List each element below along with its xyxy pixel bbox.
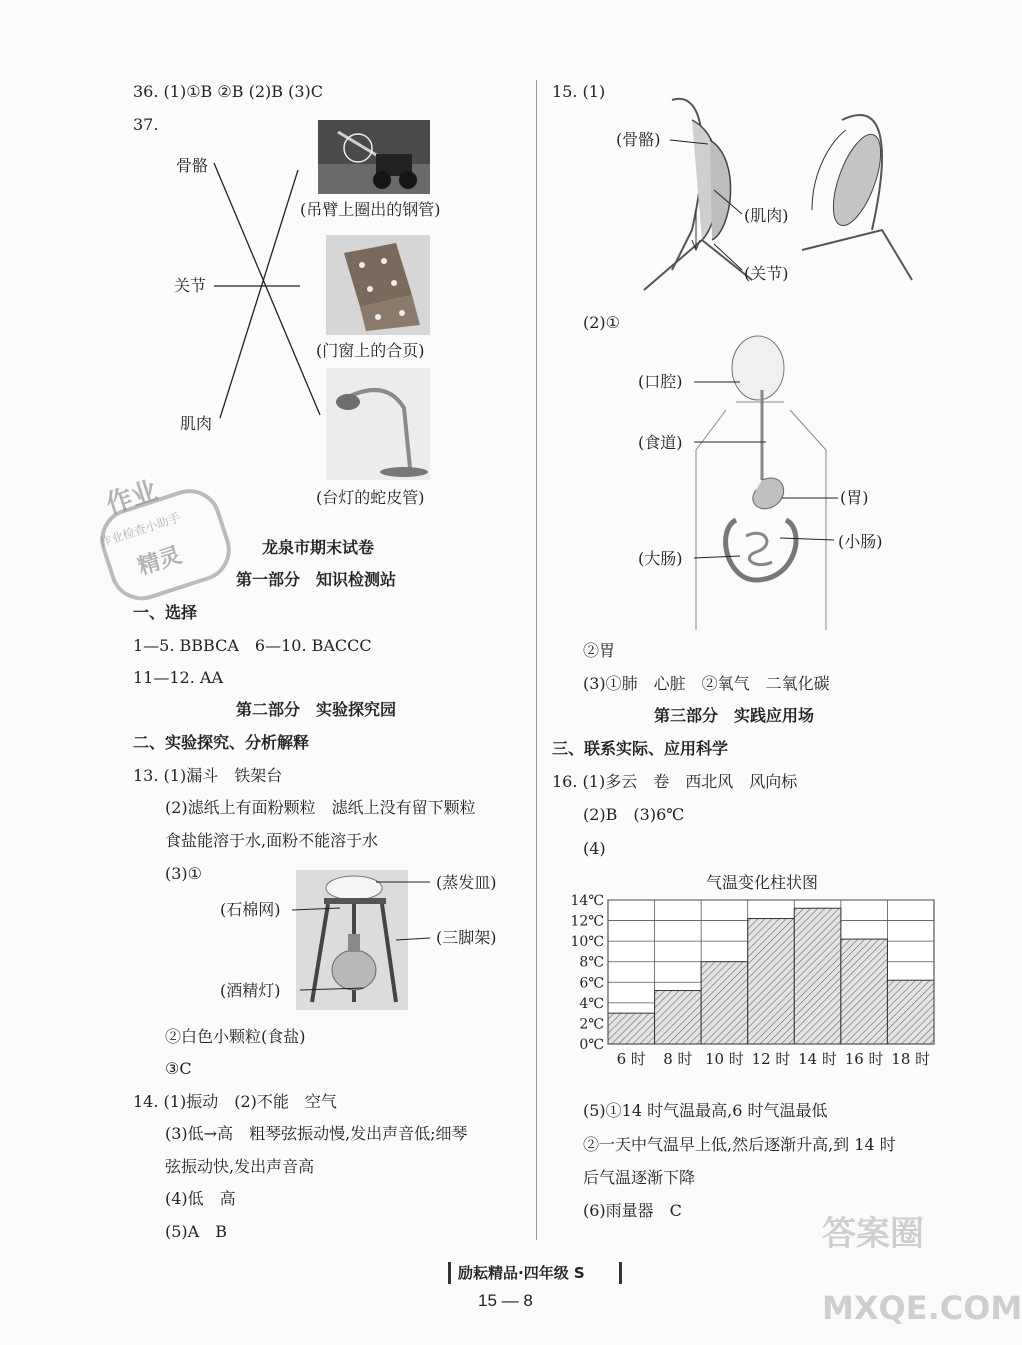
- stamp-text-1: 作业: [102, 475, 162, 521]
- q13-2b: 食盐能溶于水,面粉不能溶于水: [165, 831, 379, 850]
- chart-y-tick-label: 0℃: [579, 1037, 604, 1053]
- chart-y-tick-label: 6℃: [579, 975, 604, 992]
- q16-5b: ②一天中气温早上低,然后逐渐升高,到 14 时: [583, 1135, 896, 1154]
- crane-photo: [318, 120, 430, 194]
- stamp-text-2: 精灵: [135, 542, 185, 581]
- q13-2a: (2)滤纸上有面粉颗粒 滤纸上没有留下颗粒: [165, 798, 476, 817]
- q16-2: (2)B (3)6℃: [583, 805, 685, 824]
- q14-3a: (3)低→高 粗琴弦振动慢,发出声音低;细琴: [165, 1124, 468, 1143]
- section3-heading: 三、联系实际、应用科学: [552, 739, 729, 758]
- q14-1: 14. (1)振动 (2)不能 空气: [133, 1092, 337, 1111]
- caption-hinge: (门窗上的合页): [316, 341, 425, 360]
- q16-1: 16. (1)多云 卷 西北风 风向标: [552, 772, 798, 791]
- lamp-photo: [326, 368, 430, 480]
- part3-title: 第三部分 实践应用场: [654, 706, 815, 725]
- q14-4: (4)低 高: [165, 1189, 236, 1208]
- q13-3: (3)①: [165, 864, 203, 883]
- label-evaporating-dish: (蒸发皿): [436, 873, 497, 892]
- body-pointer-lines: [690, 370, 850, 570]
- chart-bar: [887, 980, 934, 1044]
- body-label-stomach: (胃): [840, 488, 869, 507]
- q37-number: 37.: [133, 115, 159, 134]
- chart-bar: [608, 1013, 655, 1044]
- chart-bar: [701, 962, 748, 1044]
- q13-1: 13. (1)漏斗 铁架台: [133, 766, 283, 785]
- caption-lamp: (台灯的蛇皮管): [316, 488, 425, 507]
- q15-number: 15. (1): [552, 82, 606, 101]
- match-left-bone: 骨骼: [176, 156, 209, 175]
- chart-y-tick-label: 4℃: [579, 995, 604, 1012]
- chart-y-tick-label: 8℃: [579, 954, 604, 971]
- page-number: 15 — 8: [478, 1291, 533, 1310]
- match-left-muscle: 肌肉: [180, 414, 213, 433]
- label-alcohol-lamp: (酒精灯): [220, 981, 281, 1000]
- body-label-large-intestine: (大肠): [638, 549, 683, 568]
- temperature-bar-chart: [560, 890, 950, 1080]
- body-label-mouth: (口腔): [638, 372, 683, 391]
- chart-y-tick-label: 12℃: [570, 913, 604, 930]
- stamp-ring-text: 作业检查小助手: [97, 510, 183, 550]
- body-label-small-intestine: (小肠): [838, 532, 883, 551]
- chart-y-tick-label: 2℃: [579, 1016, 604, 1033]
- arm-label-bone: (骨骼): [616, 130, 661, 149]
- label-asbestos-net: (石棉网): [220, 900, 281, 919]
- answers-1-10: 1—5. BBBCA 6—10. BACCC: [133, 636, 372, 655]
- chart-x-tick-label: 14 时: [798, 1050, 838, 1068]
- chart-x-tick-label: 18 时: [891, 1050, 931, 1068]
- hinge-photo: [326, 235, 430, 335]
- exam-title: 龙泉市期末试卷: [262, 538, 375, 557]
- q16-5c: 后气温逐渐下降: [583, 1168, 696, 1187]
- chart-x-tick-label: 10 时: [704, 1050, 744, 1068]
- section2-heading: 二、实验探究、分析解释: [133, 733, 310, 752]
- chart-bar: [794, 908, 841, 1044]
- footer-banner-text: 励耘精品·四年级 S: [458, 1264, 585, 1282]
- watermark-logo: 答案圈: [822, 1214, 924, 1254]
- q36-answer: 36. (1)①B ②B (2)B (3)C: [133, 82, 323, 101]
- answers-11-12: 11—12. AA: [133, 668, 223, 687]
- q16-4: (4): [583, 839, 606, 858]
- watermark-text: MXQE.COM: [822, 1289, 1022, 1327]
- q15-2b: ②胃: [583, 641, 616, 660]
- q14-3b: 弦振动快,发出声音高: [165, 1157, 315, 1176]
- q14-5: (5)A B: [165, 1222, 227, 1241]
- chart-y-tick-label: 10℃: [570, 934, 604, 951]
- section1-heading: 一、选择: [133, 603, 198, 622]
- body-label-esophagus: (食道): [638, 433, 683, 452]
- chart-bar: [748, 919, 795, 1044]
- q15-2: (2)①: [583, 313, 621, 332]
- arm-label-joint: (关节): [744, 264, 789, 283]
- caption-crane: (吊臂上圈出的钢管): [300, 200, 441, 219]
- chart-x-tick-label: 8 时: [663, 1050, 693, 1068]
- part2-title: 第二部分 实验探究园: [236, 700, 397, 719]
- arm-label-muscle: (肌肉): [744, 206, 789, 225]
- q16-6: (6)雨量器 C: [583, 1201, 682, 1220]
- chart-x-tick-label: 6 时: [616, 1050, 646, 1068]
- chart-bar: [655, 991, 702, 1044]
- q13-3b: ②白色小颗粒(食盐): [165, 1027, 306, 1046]
- chart-y-tick-label: 14℃: [570, 893, 604, 909]
- chart-title: 气温变化柱状图: [706, 873, 819, 892]
- q15-3: (3)①肺 心脏 ②氧气 二氧化碳: [583, 674, 830, 693]
- match-left-joint: 关节: [174, 276, 207, 295]
- label-tripod: (三脚架): [436, 928, 497, 947]
- chart-bar: [841, 939, 888, 1044]
- part1-title: 第一部分 知识检测站: [236, 570, 397, 589]
- chart-x-tick-label: 12 时: [751, 1050, 791, 1068]
- arm-pointer-lines: [660, 100, 800, 290]
- q13-3c: ③C: [165, 1059, 192, 1078]
- chart-x-tick-label: 16 时: [844, 1050, 884, 1068]
- matching-lines: [0, 0, 540, 500]
- apparatus-pointer-lines: [280, 870, 440, 1010]
- q16-5a: (5)①14 时气温最高,6 时气温最低: [583, 1101, 828, 1120]
